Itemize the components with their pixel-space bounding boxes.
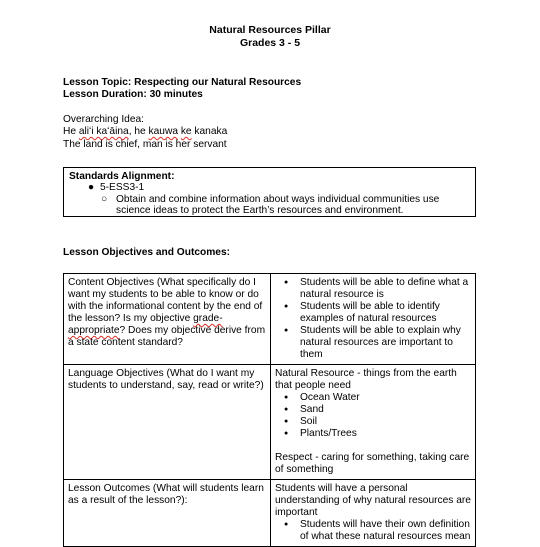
grade-appropriate-word: grade-appropriate (68, 313, 223, 336)
language-objectives-question: Language Objectives (What do I want my students to understand, say, read or write?) (64, 365, 271, 480)
idea-word-alii-kaaina: aliʻi kaʻāina (78, 126, 129, 137)
content-objectives-answer (271, 274, 476, 365)
idea-word-ke: ke (180, 126, 192, 137)
natural-resource-definition: Natural Resource - things from the earth that people need (275, 368, 457, 391)
lesson-topic: Lesson Topic: Respecting our Natural Resources (63, 77, 302, 88)
table-row (64, 480, 476, 547)
language-objectives-answer (271, 365, 476, 480)
overarching-idea-label: Overarching Idea: (63, 114, 144, 125)
list-item: ● Students will have their own definition of what these natural resources mean (300, 519, 471, 543)
document-grades: Grades 3 - 5 (239, 37, 301, 49)
list-item: ● Students will be able to explain why natural resources are important to them (300, 325, 471, 361)
standards-heading: Standards Alignment: (69, 171, 175, 182)
idea-text-kanaka: kanaka (191, 126, 228, 137)
list-item: ● Soil (300, 416, 471, 428)
objectives-table (63, 273, 476, 547)
list-item: ● Students will be able to identify examples of natural resources (300, 301, 471, 325)
idea-text-he: He (63, 126, 79, 137)
lesson-outcomes-question: Lesson Outcomes (What will students learn as a result of the lesson?): (64, 480, 271, 547)
content-objectives-list (275, 277, 471, 361)
objectives-heading: Lesson Objectives and Outcomes: (63, 247, 231, 258)
list-item: ● Plants/Trees (300, 428, 471, 440)
bullet-icon: ● (88, 182, 95, 193)
circle-bullet-icon: ○ (101, 194, 108, 205)
overarching-idea-hawaiian (63, 126, 227, 138)
table-row (64, 274, 476, 365)
lesson-outcomes-answer (271, 480, 476, 547)
standards-description: Obtain and combine information about ways individual communities use science ideas to protect the Earth’s resources and environment. (116, 194, 440, 216)
list-item: ● Sand (300, 404, 471, 416)
list-item: ● Ocean Water (300, 392, 471, 404)
content-objectives-text-b: ? Does my objective derive from a state content standard? (68, 325, 266, 348)
idea-word-kauwa: kauwa (148, 126, 178, 137)
standards-box (63, 167, 476, 217)
list-item: ● Students will be able to define what a natural resource is (300, 277, 471, 301)
document-title: Natural Resources Pillar (209, 24, 331, 36)
content-objectives-question (64, 274, 271, 365)
outcome-intro: Students will have a personal understanding of why natural resources are important (275, 483, 471, 518)
natural-resource-list (275, 392, 471, 440)
standards-code-item (88, 182, 144, 194)
lesson-duration: Lesson Duration: 30 minutes (63, 89, 203, 100)
respect-definition: Respect - caring for something, taking care of something (275, 452, 470, 475)
idea-text-he-2: , he (128, 126, 149, 137)
outcome-list (275, 519, 471, 543)
content-objectives-text-a: Content Objectives (What specifically do I want my students to be able to know or do with the informational content by the end of the lesson? Is my objective (68, 277, 263, 324)
table-row (64, 365, 476, 480)
overarching-idea-english: The land is chief, man is her servant (63, 139, 227, 150)
standards-description-item (101, 194, 466, 216)
standards-code: 5-ESS3-1 (100, 182, 145, 193)
